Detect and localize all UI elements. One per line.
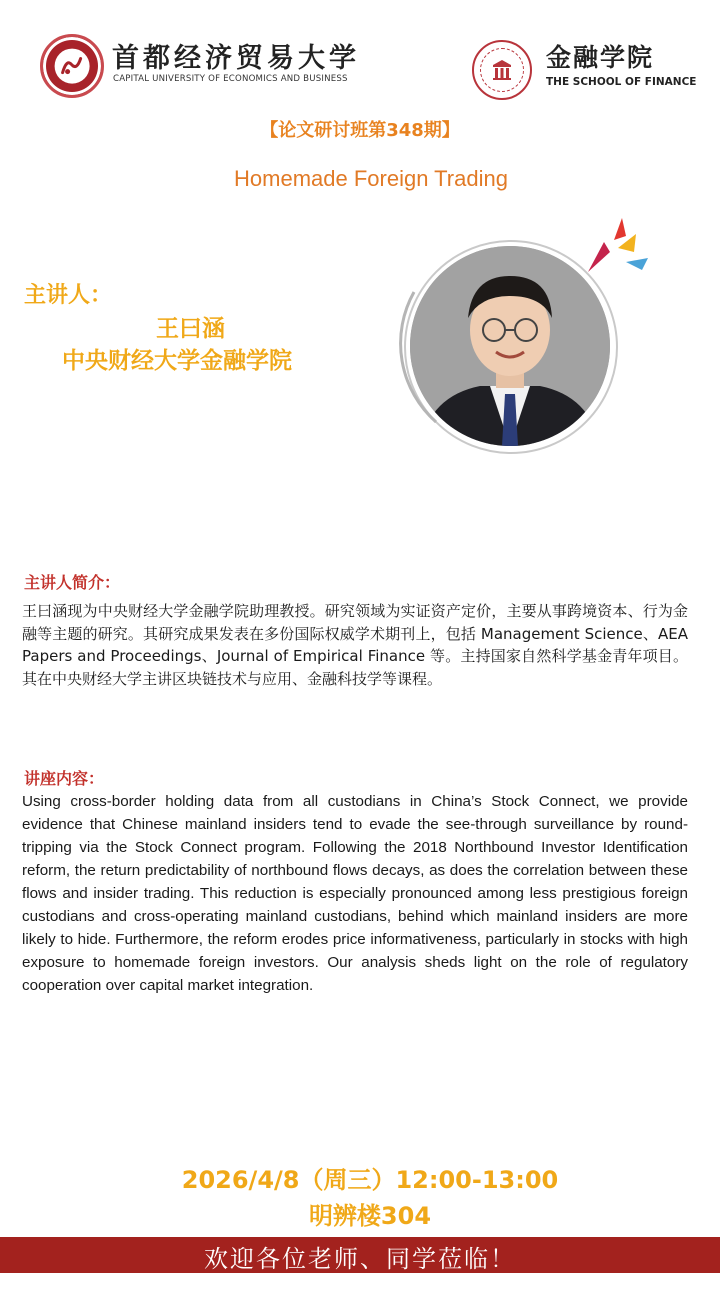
school-seal-logo	[472, 40, 532, 100]
abstract-heading: 讲座内容：	[24, 769, 105, 788]
abstract-text: Using cross-border holding data from all custodians in China’s Stock Connect, we provide evidence that Chinese mainland insiders tend to evade the see-through surveillance by round-tripping via the Stock Connect program. Following the 2018 Northbound Investor Identification reform, the return predictability of northbound flows decays, as does the correlation between these flows and insider trading. This reduction is especially pronounced among less prestigious foreign custodians and cross-operating mainland custodians, behind which mainland insiders are more likely to hide. Furthermore, the reform erodes price informativeness, particularly in stocks with high exposure to homemade foreign investors. Our analysis sheds light on the role of regulatory cooperation over capital market integration.	[22, 793, 688, 994]
cueb-name: 首都经济贸易大学	[112, 43, 360, 74]
school-name-en: THE SCHOOL OF FINANCE	[546, 76, 697, 88]
bio-heading: 主讲人简介：	[24, 573, 121, 592]
speaker-portrait	[410, 246, 610, 446]
event-venue: 明辨楼304	[308, 1202, 432, 1230]
speaker-label: 主讲人：	[24, 283, 113, 308]
speaker-name: 王曰涵	[156, 316, 225, 342]
cueb-name-en: CAPITAL UNIVERSITY OF ECONOMICS AND BUSINESS	[113, 74, 348, 84]
seminar-series-label: 【论文研讨班第348期】	[260, 120, 460, 141]
welcome-banner	[0, 1237, 720, 1273]
cueb-emblem-icon	[59, 53, 85, 79]
school-name: 金融学院	[546, 43, 655, 72]
speaker-photo-icon	[410, 246, 610, 446]
cueb-seal-logo	[40, 34, 104, 98]
cueb-seal-emblem	[55, 49, 90, 84]
bio-text: 王曰涵现为中央财经大学金融学院助理教授。研究领域为实证资产定价，主要从事跨境资本、行为金融等主题的研究。其研究成果发表在多份国际权威学术期刊上，包括 Management Science、AEA Papers and Proceedings、Journal of Empirical Finance 等。主持国家自然科学基金青年项目。其在中央财经大学主讲区块链技术与应用、金融科技学等课程。	[22, 602, 688, 688]
welcome-banner-text: 欢迎各位老师、同学莅临！	[204, 1245, 516, 1273]
event-datetime: 2026/4/8（周三）12:00-13:00	[181, 1166, 559, 1194]
talk-title: Homemade Foreign Trading	[234, 166, 508, 191]
speaker-institution: 中央财经大学金融学院	[62, 348, 292, 374]
school-emblem-icon	[489, 57, 515, 83]
